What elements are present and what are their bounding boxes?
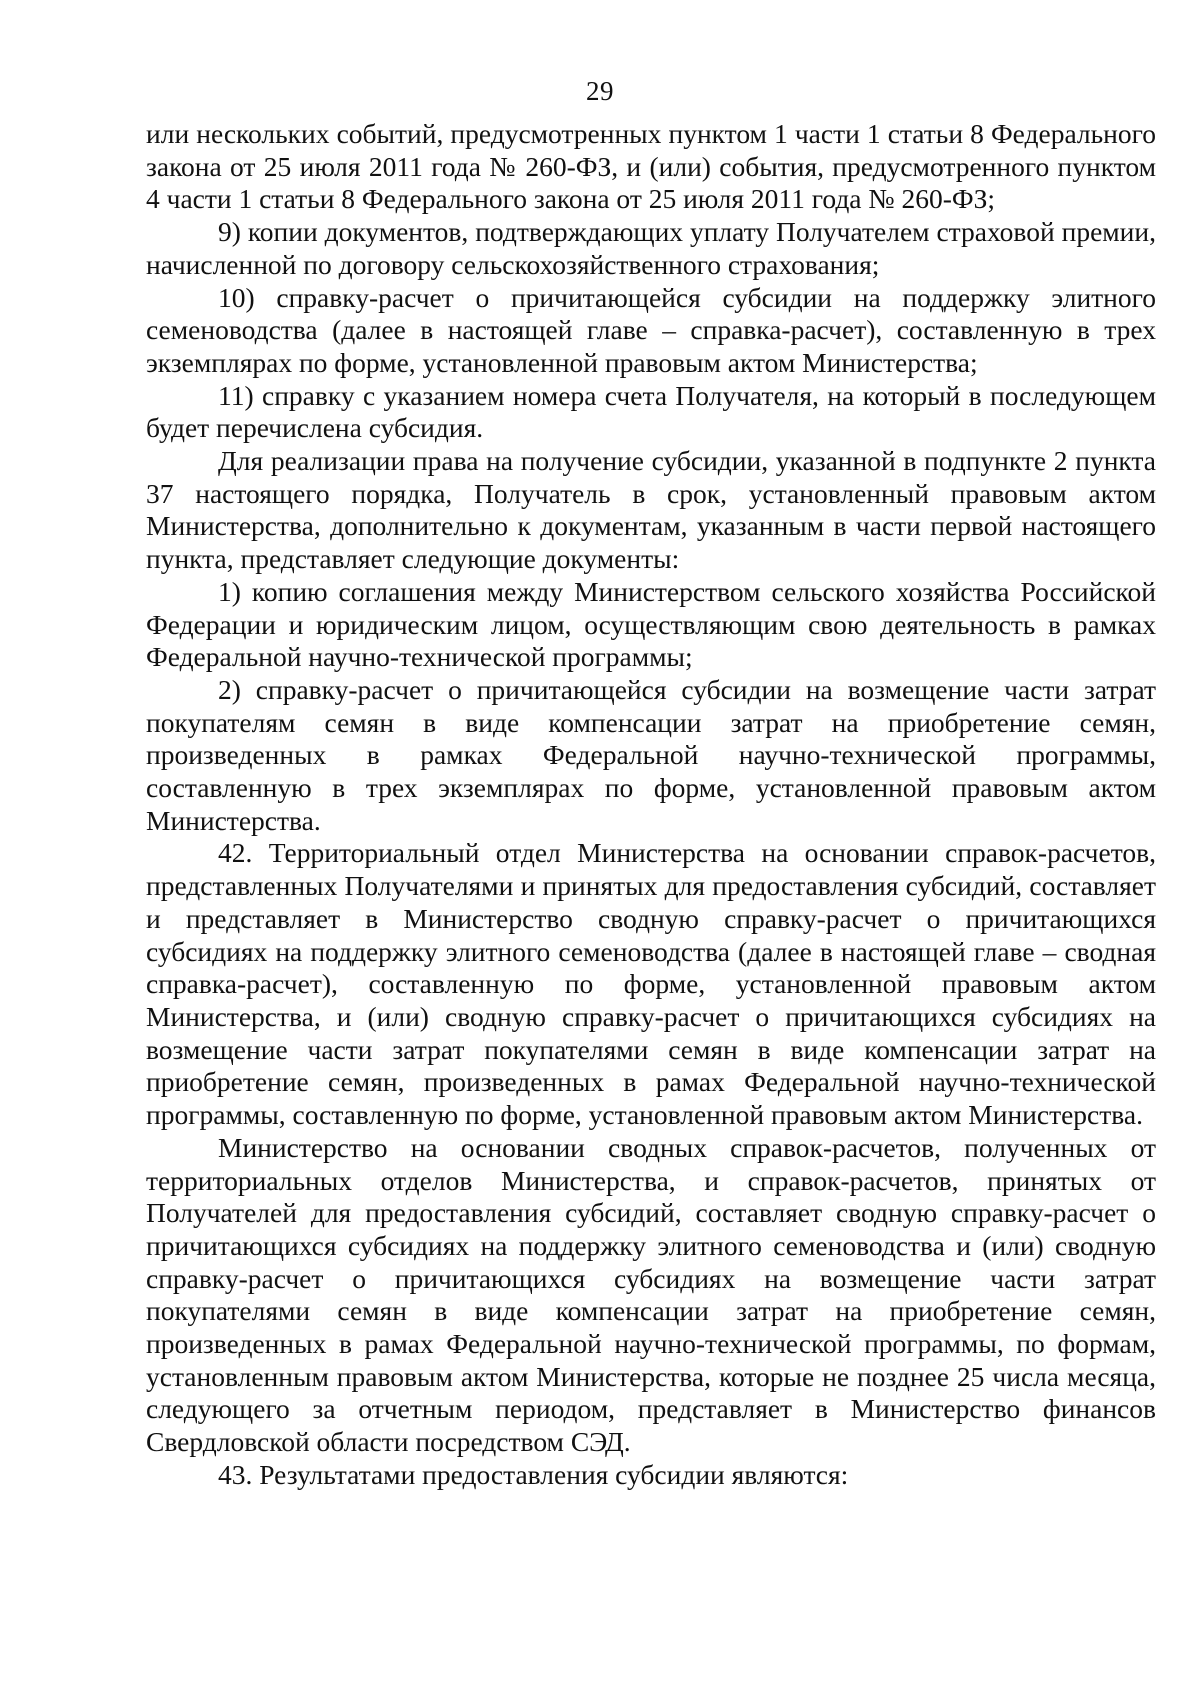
paragraph-subsidy-rights: Для реализации права на получение субсидии, указанной в подпункте 2 пункта 37 настоящего порядка, Получатель в срок, установленный правовым актом Министерства, дополнительно к документам, указанным в части первой настоящего пункта, представляет следующие документы:: [146, 445, 1156, 575]
paragraph-section-43: 43. Результатами предоставления субсидии являются:: [218, 1458, 849, 1490]
paragraph-ministry: Министерство на основании сводных справок-расчетов, полученных от территориальных отделов Министерства, и справок-расчетов, принятых от Получателей для предоставления субсидий, составляет сводную справку-расчет о причитающихся субсидиях на поддержку элитного семеноводства и (или) сводную справку-расчет о причитающихся субсидиях на возмещение части затрат покупателями семян в виде компенсации затрат на приобретение семян, произведенных в рамах Федеральной научно-технической программы, по формам, установленным правовым актом Министерства, которые не позднее 25 числа месяца, следующего за отчетным периодом, представляет в Министерство финансов Свердловской области посредством СЭД.: [146, 1131, 1156, 1458]
paragraph-item-11: 11) справку с указанием номера счета Получателя, на который в последующем будет перечислена субсидия.: [146, 379, 1156, 444]
page-number: 29: [586, 76, 614, 106]
paragraph-continuation: или нескольких событий, предусмотренных пунктом 1 части 1 статьи 8 Федерального закона от 25 июля 2011 года № 260-ФЗ, и (или) события, предусмотренного пунктом 4 части 1 статьи 8 Федерального закона от 25 июля 2011 года № 260-ФЗ;: [146, 118, 1156, 215]
paragraph-item-9: 9) копии документов, подтверждающих уплату Получателем страховой премии, начисленной по договору сельскохозяйственного страхования;: [146, 216, 1156, 280]
paragraph-subitem-2: 2) справку-расчет о причитающейся субсидии на возмещение части затрат покупателям семян в виде компенсации затрат на приобретение семян, произведенных в рамках Федеральной научно-технической программы, составленную в трех экземплярах по форме, установленной правовым актом Министерства.: [146, 673, 1156, 836]
paragraph-section-42: 42. Территориальный отдел Министерства на основании справок-расчетов, представленных Получателями и принятых для предоставления субсидий, составляет и представляет в Министерство сводную справку-расчет о причитающихся субсидиях на поддержку элитного семеноводства (далее в настоящей главе – сводная справка-расчет), составленную по форме, установленной правовым актом Министерства, и (или) сводную справку-расчет о причитающихся субсидиях на возмещение части затрат покупателями семян в виде компенсации затрат на приобретение семян, произведенных в рамах Федеральной научно-технической программы, составленную по форме, установленной правовым актом Министерства.: [146, 837, 1156, 1131]
paragraph-subitem-1: 1) копию соглашения между Министерством сельского хозяйства Российской Федерации и юридическим лицом, осуществляющим свою деятельность в рамках Федеральной научно-технической программы;: [146, 575, 1156, 673]
paragraph-item-10: 10) справку-расчет о причитающейся субсидии на поддержку элитного семеноводства (далее в настоящей главе – справка-расчет), составленную в трех экземплярах по форме, установленной правовым актом Министерства;: [146, 281, 1156, 378]
document-body: [146, 118, 1156, 1492]
